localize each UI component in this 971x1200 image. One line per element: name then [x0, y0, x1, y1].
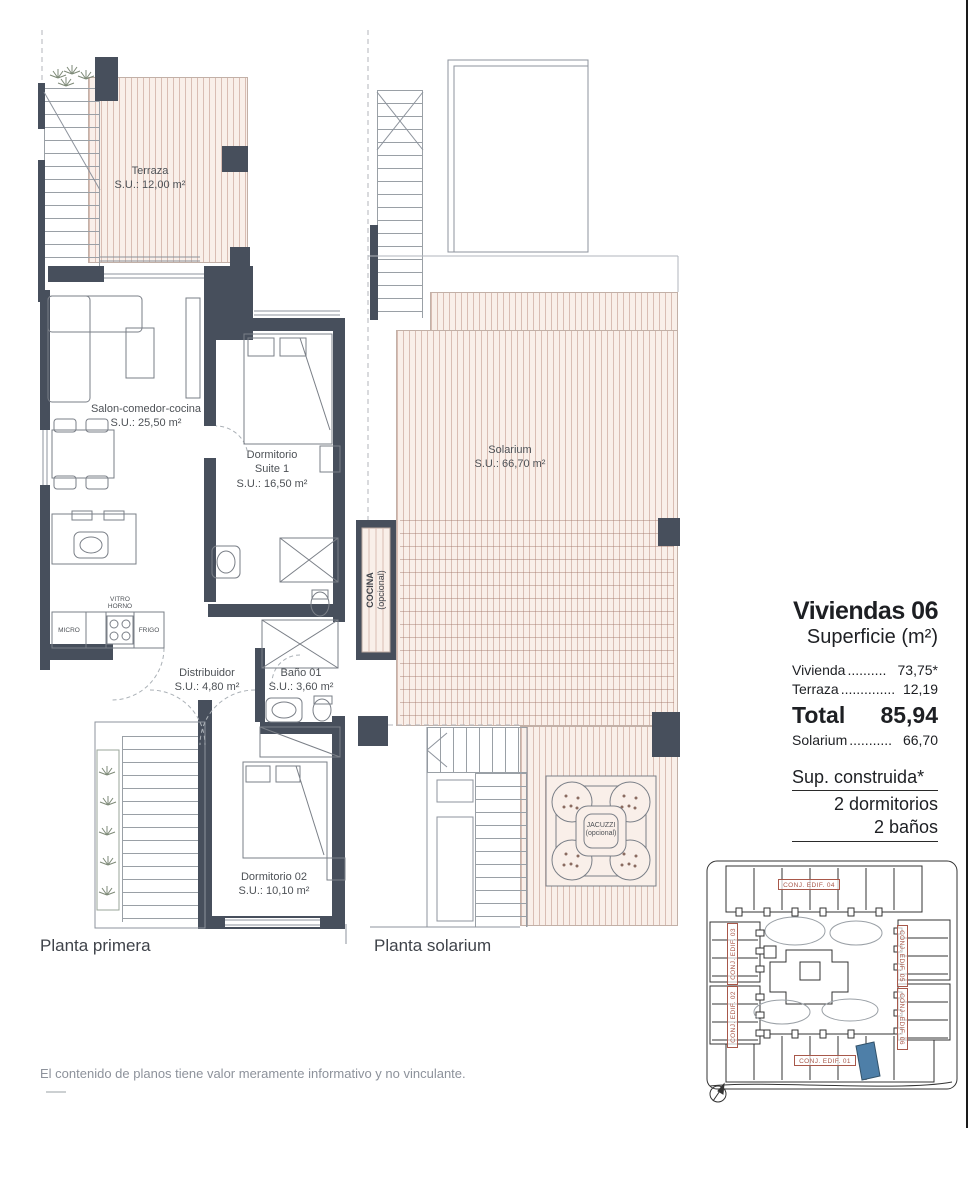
- page-border-right: [966, 0, 968, 1128]
- banos-label: 2 baños: [792, 817, 938, 842]
- sup-construida-label: Sup. construida*: [792, 767, 938, 791]
- site-label-edif05: CONJ. EDIF. 05: [897, 925, 908, 987]
- solarium-row: Solarium ........... 66,70: [792, 732, 938, 749]
- surface-subtitle: Superficie (m²): [806, 626, 938, 649]
- salon-label: Salon-comedor-cocina S.U.: 25,50 m²: [90, 403, 202, 430]
- planta-solarium-title: Planta solarium: [374, 936, 492, 955]
- dormitorios-label: 2 dormitorios: [833, 794, 938, 815]
- dorm2-label: Dormitorio 02 S.U.: 10,10 m²: [238, 871, 310, 898]
- walls-planta-primera: [38, 57, 345, 929]
- info-panel: [792, 598, 938, 842]
- plants: [50, 65, 116, 895]
- lines-planta-primera: [44, 92, 340, 928]
- vitro-horno-label: VITRO HORNO: [107, 596, 133, 611]
- disclaimer-text: El contenido de planos tiene valor meramente informativo y no vinculante.: [40, 1066, 466, 1081]
- site-label-edif01: CONJ. EDIF. 01: [794, 1055, 856, 1066]
- site-label-edif06: CONJ. EDIF. 06: [897, 988, 908, 1050]
- jacuzzi-label: JACUZZI (opcional): [585, 822, 617, 838]
- distribuidor-label: Distribuidor S.U.: 4,80 m²: [174, 667, 240, 694]
- frigo-label: FRIGO: [138, 627, 160, 634]
- suite-label: Dormitorio Suite 1 S.U.: 16,50 m²: [236, 449, 308, 490]
- site-label-edif04: CONJ. EDIF. 04: [778, 879, 840, 890]
- compass-icon: [710, 1084, 726, 1102]
- terraza-row: Terraza .............. 12,19: [792, 681, 938, 698]
- site-label-edif02: CONJ. EDIF. 02: [727, 986, 738, 1048]
- terraza-label: Terraza S.U.: 12,00 m²: [114, 165, 186, 192]
- unit-title: Viviendas 06: [792, 597, 938, 625]
- site-label-edif03: CONJ. EDIF. 03: [727, 923, 738, 985]
- furniture-planta-primera: [48, 296, 345, 880]
- walls-planta-solarium: [356, 225, 680, 757]
- micro-label: MICRO: [58, 627, 80, 634]
- total-row: Total 85,94: [792, 702, 938, 729]
- solarium-label: Solarium S.U.: 66,70 m²: [474, 444, 546, 471]
- bano-label: Baño 01 S.U.: 3,60 m²: [268, 667, 334, 694]
- vivienda-row: Vivienda .......... 73,75*: [792, 662, 938, 679]
- planta-primera-title: Planta primera: [40, 936, 151, 955]
- cocina-opcional-label: COCINA (opcional): [364, 570, 386, 610]
